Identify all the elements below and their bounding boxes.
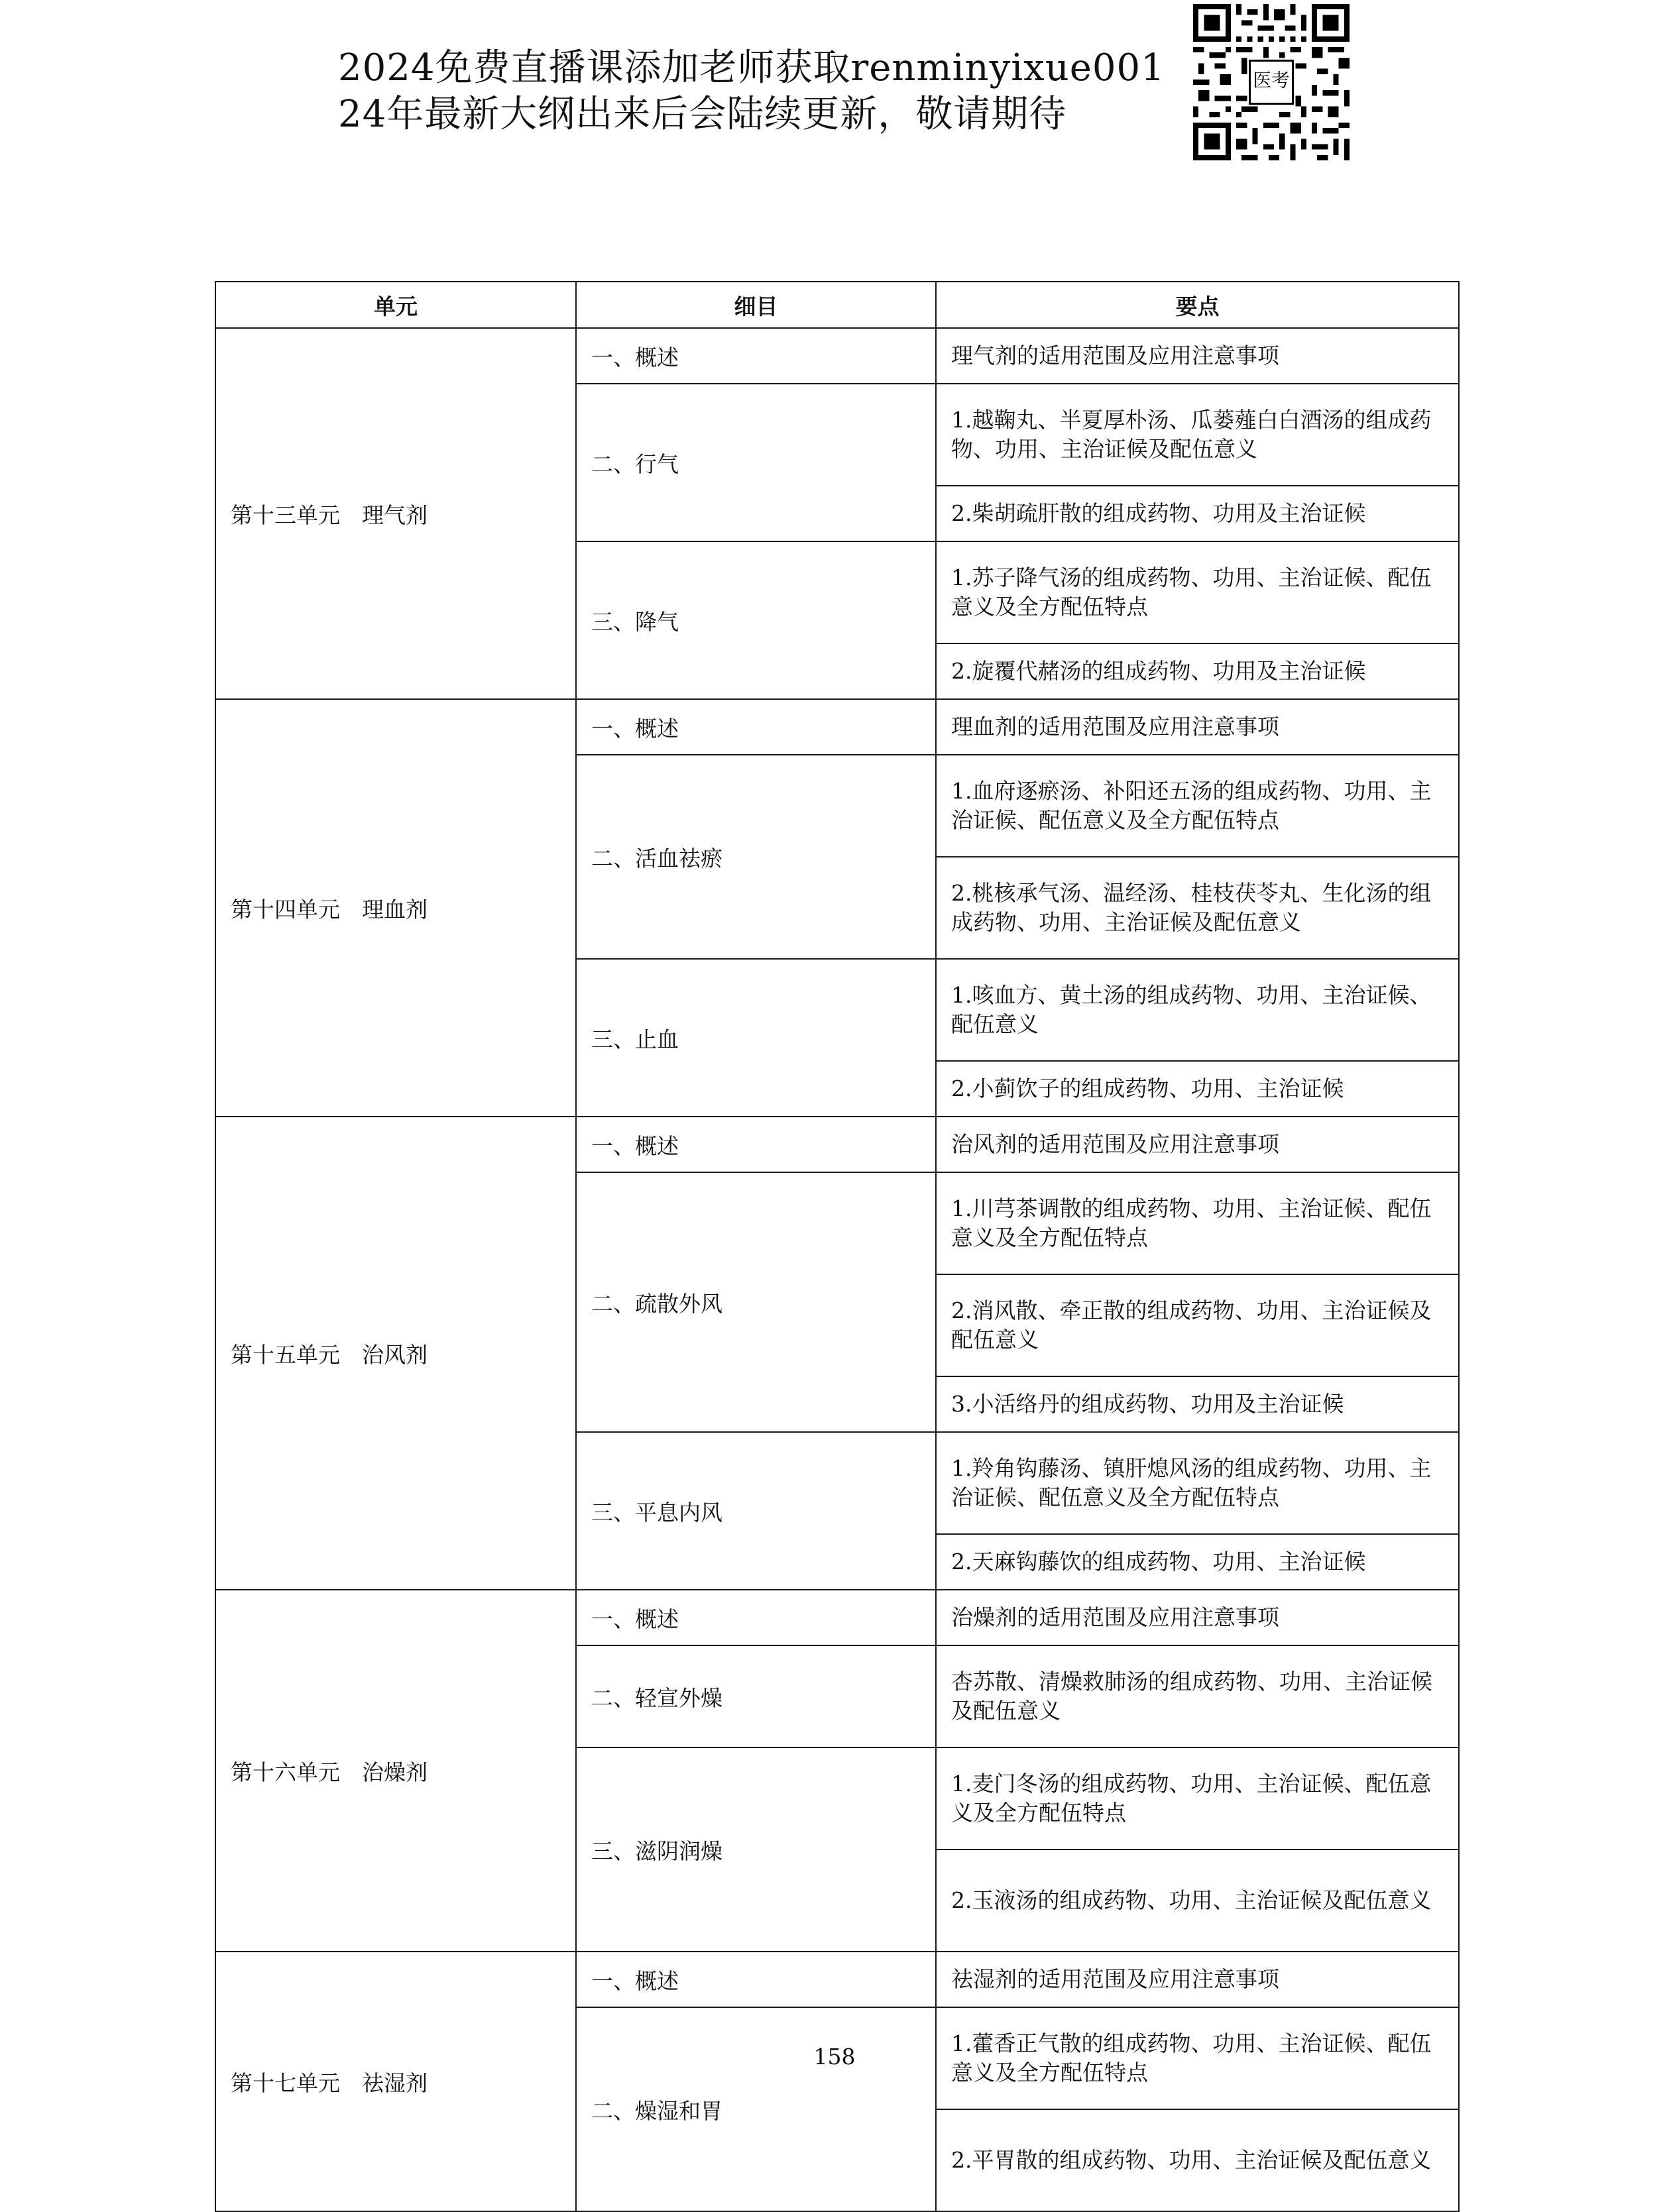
section-cell: 一、概述	[576, 1590, 936, 1645]
key-point-cell: 理气剂的适用范围及应用注意事项	[936, 328, 1459, 384]
section-cell: 三、滋阴润燥	[576, 1747, 936, 1952]
header-notice	[338, 45, 1165, 138]
key-point-cell: 1.血府逐瘀汤、补阳还五汤的组成药物、功用、主治证候、配伍意义及全方配伍特点	[936, 755, 1459, 857]
section-cell: 三、平息内风	[576, 1432, 936, 1590]
section-cell: 二、疏散外风	[576, 1172, 936, 1432]
key-point-cell: 2.柴胡疏肝散的组成药物、功用及主治证候	[936, 486, 1459, 541]
key-point-cell: 2.消风散、牵正散的组成药物、功用、主治证候及配伍意义	[936, 1274, 1459, 1376]
key-point-cell: 2.桃核承气汤、温经汤、桂枝茯苓丸、生化汤的组成药物、功用、主治证候及配伍意义	[936, 857, 1459, 959]
key-point-cell: 1.羚角钩藤汤、镇肝熄风汤的组成药物、功用、主治证候、配伍意义及全方配伍特点	[936, 1432, 1459, 1534]
unit-cell: 第十七单元 祛湿剂	[215, 1952, 576, 2211]
section-cell: 一、概述	[576, 328, 936, 384]
key-point-cell: 2.玉液汤的组成药物、功用、主治证候及配伍意义	[936, 1850, 1459, 1952]
key-point-cell: 1.越鞠丸、半夏厚朴汤、瓜蒌薤白白酒汤的组成药物、功用、主治证候及配伍意义	[936, 384, 1459, 486]
section-cell: 一、概述	[576, 1117, 936, 1172]
column-header-unit: 单元	[215, 282, 576, 328]
unit-cell: 第十五单元 治风剂	[215, 1117, 576, 1590]
key-point-cell: 杏苏散、清燥救肺汤的组成药物、功用、主治证候及配伍意义	[936, 1645, 1459, 1747]
key-point-cell: 1.川芎茶调散的组成药物、功用、主治证候、配伍意义及全方配伍特点	[936, 1172, 1459, 1274]
qr-code-image	[1193, 4, 1350, 160]
page-number: 158	[813, 2044, 856, 2070]
section-cell: 二、行气	[576, 384, 936, 541]
key-point-cell: 1.麦门冬汤的组成药物、功用、主治证候、配伍意义及全方配伍特点	[936, 1747, 1459, 1850]
key-point-cell: 理血剂的适用范围及应用注意事项	[936, 699, 1459, 755]
table-row	[215, 1952, 1459, 2007]
column-header-section: 细目	[576, 282, 936, 328]
qr-logo-text: 医考	[1253, 69, 1290, 91]
key-point-cell: 2.小蓟饮子的组成药物、功用、主治证候	[936, 1061, 1459, 1117]
table-row	[215, 1117, 1459, 1172]
key-point-cell: 治燥剂的适用范围及应用注意事项	[936, 1590, 1459, 1645]
section-cell: 二、燥湿和胃	[576, 2007, 936, 2211]
table-row	[215, 328, 1459, 384]
column-header-key-points: 要点	[936, 282, 1459, 328]
table-row	[215, 1590, 1459, 1645]
header-notice-line1: 2024免费直播课添加老师获取renminyixue001	[338, 46, 1165, 89]
syllabus-table	[215, 281, 1460, 2212]
key-point-cell: 3.小活络丹的组成药物、功用及主治证候	[936, 1376, 1459, 1432]
section-cell: 三、降气	[576, 541, 936, 699]
section-cell: 三、止血	[576, 959, 936, 1117]
key-point-cell: 1.苏子降气汤的组成药物、功用、主治证候、配伍意义及全方配伍特点	[936, 541, 1459, 643]
unit-cell: 第十四单元 理血剂	[215, 699, 576, 1117]
table-row	[215, 699, 1459, 755]
section-cell: 一、概述	[576, 1952, 936, 2007]
key-point-cell: 2.平胃散的组成药物、功用、主治证候及配伍意义	[936, 2109, 1459, 2211]
key-point-cell: 2.旋覆代赭汤的组成药物、功用及主治证候	[936, 643, 1459, 699]
key-point-cell: 1.咳血方、黄土汤的组成药物、功用、主治证候、配伍意义	[936, 959, 1459, 1061]
header-notice-line2: 24年最新大纲出来后会陆续更新，敬请期待	[338, 93, 1067, 136]
key-point-cell: 1.藿香正气散的组成药物、功用、主治证候、配伍意义及全方配伍特点	[936, 2007, 1459, 2109]
key-point-cell: 治风剂的适用范围及应用注意事项	[936, 1117, 1459, 1172]
unit-cell: 第十六单元 治燥剂	[215, 1590, 576, 1952]
unit-cell: 第十三单元 理气剂	[215, 328, 576, 699]
section-cell: 一、概述	[576, 699, 936, 755]
section-cell: 二、活血祛瘀	[576, 755, 936, 959]
key-point-cell: 祛湿剂的适用范围及应用注意事项	[936, 1952, 1459, 2007]
table-header-row	[215, 282, 1459, 328]
section-cell: 二、轻宣外燥	[576, 1645, 936, 1747]
key-point-cell: 2.天麻钩藤饮的组成药物、功用、主治证候	[936, 1534, 1459, 1590]
